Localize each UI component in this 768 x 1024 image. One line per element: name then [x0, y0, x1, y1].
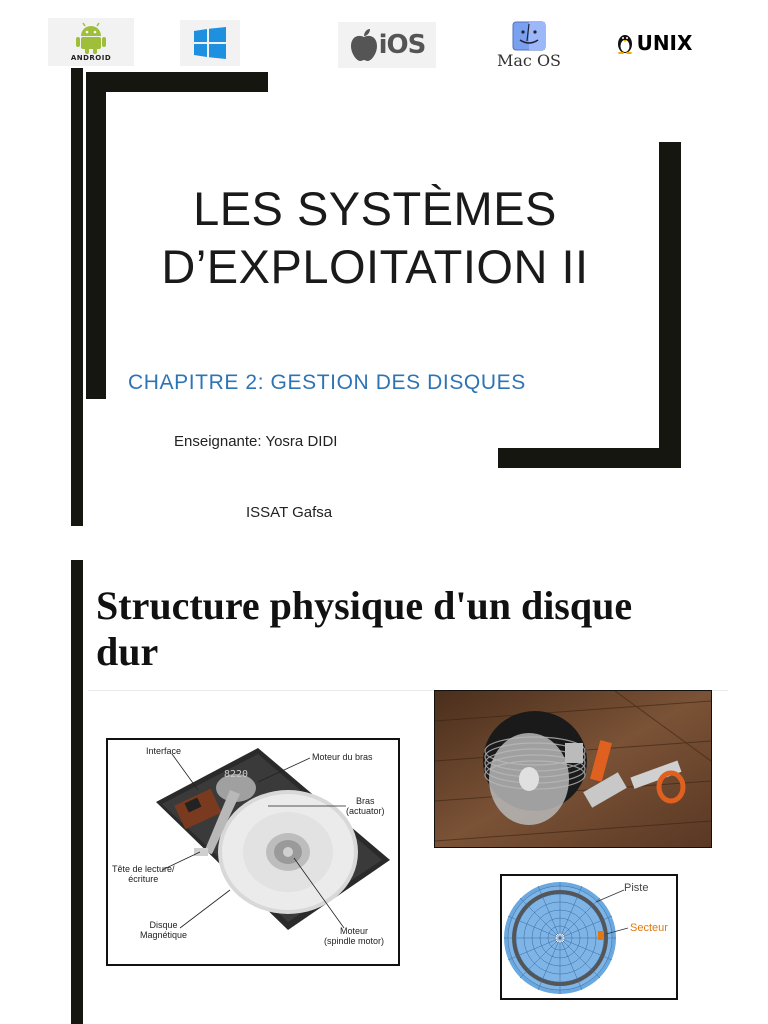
bracket-top-left-horizontal	[86, 72, 268, 92]
bracket-top-left-vertical	[86, 72, 106, 399]
disk-parts-illustration	[435, 691, 711, 847]
label-bras-line2: (actuator)	[346, 806, 385, 816]
label-moteur	[324, 926, 384, 946]
label-disque-line1: Disque	[149, 920, 178, 930]
finder-icon	[512, 21, 546, 51]
android-logo	[48, 18, 134, 66]
section-heading	[96, 583, 736, 675]
macos-logo	[494, 16, 564, 74]
disk-parts-photo	[434, 690, 712, 848]
title-line-1: LES SYSTÈMES	[193, 182, 557, 235]
bracket-bottom-right-horizontal	[498, 448, 681, 468]
left-vertical-rule	[71, 68, 83, 526]
label-disque	[140, 920, 187, 940]
label-disque-line2: Magnétique	[140, 930, 188, 940]
tux-icon	[616, 32, 634, 54]
tracks-sectors-diagram	[500, 874, 678, 1000]
label-tete-line1: Tête de lecture/	[112, 864, 175, 874]
chapter-subtitle: CHAPITRE 2: GESTION DES DISQUES	[128, 371, 526, 394]
label-piste: Piste	[624, 882, 649, 894]
label-tete-line2: écriture	[128, 874, 159, 884]
label-secteur: Secteur	[630, 922, 668, 934]
platter-diagram	[502, 876, 676, 998]
ios-logo	[338, 22, 436, 68]
slide2-vertical-rule	[71, 560, 83, 1024]
android-icon	[76, 22, 106, 54]
label-moteur-bras: Moteur du bras	[312, 752, 373, 762]
label-bras-line1: Bras	[356, 796, 375, 806]
unix-wordmark: UNIX	[636, 31, 693, 55]
teacher-name: Enseignante: Yosra DIDI	[174, 433, 338, 450]
school-name: ISSAT Gafsa	[246, 504, 333, 521]
label-moteur-line2: (spindle motor)	[324, 936, 385, 946]
windows-logo	[180, 20, 240, 66]
apple-icon	[349, 28, 379, 62]
label-bras	[346, 796, 385, 816]
bracket-bottom-right-vertical	[659, 142, 681, 468]
ios-wordmark: iOS	[378, 30, 426, 60]
android-wordmark: ANDROID	[70, 54, 112, 62]
label-moteur-line1: Moteur	[340, 926, 369, 936]
macos-wordmark: Mac OS	[496, 50, 562, 70]
hdd-anatomy-figure	[106, 738, 400, 966]
title-line-2: D’EXPLOITATION II	[161, 240, 589, 293]
label-interface: Interface	[146, 746, 182, 756]
page-title	[110, 180, 640, 296]
windows-icon	[194, 27, 226, 59]
heading-line-2: dur	[96, 629, 159, 674]
label-serial: 8220	[224, 769, 249, 780]
heading-line-1: Structure physique d'un disque	[96, 583, 633, 628]
label-tete	[112, 864, 175, 884]
unix-logo	[612, 26, 696, 60]
